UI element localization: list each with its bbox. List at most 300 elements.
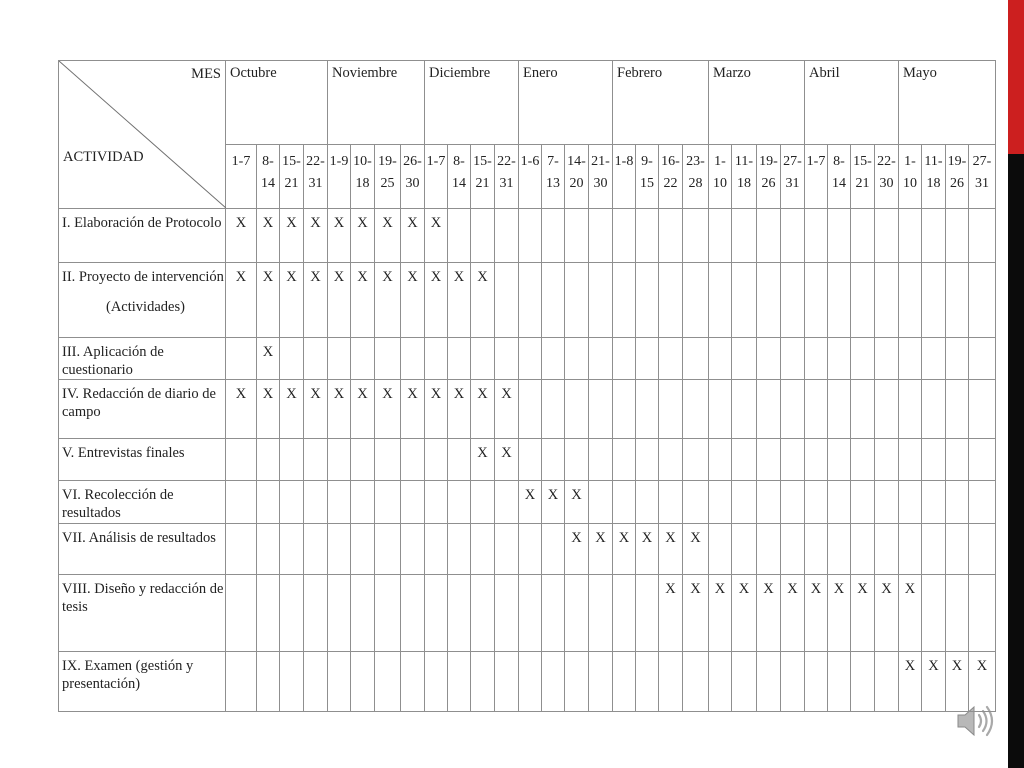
schedule-cell [613,263,636,338]
week-range-cell [828,144,851,208]
schedule-mark: X [659,574,683,651]
schedule-cell [659,263,683,338]
schedule-cell [375,481,401,523]
schedule-cell [401,338,425,380]
week-range-label: 1-7 [231,153,251,169]
schedule-cell [280,338,304,380]
schedule-cell [922,481,946,523]
schedule-cell [471,574,495,651]
schedule-cell [636,263,659,338]
schedule-cell [828,439,851,481]
schedule-cell [757,481,781,523]
activity-row [59,209,996,263]
week-range-cell [781,144,805,208]
schedule-cell [613,338,636,380]
schedule-cell [471,338,495,380]
schedule-cell [304,338,328,380]
week-range-cell [351,144,375,208]
schedule-cell [613,439,636,481]
schedule-cell [709,380,732,439]
schedule-cell [542,380,565,439]
week-range-cell [946,144,969,208]
activity-label: III. Aplicación de cuestionario [62,344,164,379]
schedule-cell [636,439,659,481]
schedule-cell [328,481,351,523]
week-range-cell [328,144,351,208]
week-range-cell [922,144,946,208]
schedule-cell [425,651,448,711]
schedule-cell [589,338,613,380]
schedule-cell [448,574,471,651]
schedule-mark: X [969,651,996,711]
schedule-cell [851,209,875,263]
schedule-cell [899,439,922,481]
schedule-cell [899,338,922,380]
schedule-cell [659,380,683,439]
schedule-mark: X [375,209,401,263]
schedule-cell [781,481,805,523]
schedule-cell [565,651,589,711]
schedule-mark: X [226,209,257,263]
week-range-label: 14-20 [567,153,586,191]
schedule-cell [851,380,875,439]
schedule-cell [899,523,922,574]
schedule-cell [683,380,709,439]
schedule-cell [257,523,280,574]
month-header-diciembre: Diciembre [425,61,519,145]
schedule-cell [805,651,828,711]
schedule-cell [375,439,401,481]
schedule-mark: X [328,263,351,338]
schedule-cell [542,263,565,338]
schedule-cell [519,439,542,481]
schedule-mark: X [304,209,328,263]
schedule-mark: X [280,380,304,439]
week-range-label: 1-7 [806,153,826,169]
schedule-cell [969,523,996,574]
schedule-cell [851,439,875,481]
week-range-cell [899,144,922,208]
activity-label: IV. Redacción de diario de campo [62,386,216,421]
schedule-cell [495,263,519,338]
week-range-cell [542,144,565,208]
week-range-label: 1-6 [520,153,540,169]
schedule-cell [519,380,542,439]
schedule-cell [659,481,683,523]
schedule-mark: X [899,574,922,651]
schedule-cell [946,263,969,338]
schedule-cell [922,439,946,481]
schedule-cell [709,439,732,481]
schedule-cell [226,523,257,574]
week-range-label: 19-26 [947,153,967,191]
schedule-cell [495,338,519,380]
schedule-cell [495,651,519,711]
schedule-mark: X [375,263,401,338]
schedule-mark: X [732,574,757,651]
schedule-cell [257,481,280,523]
schedule-cell [805,481,828,523]
schedule-cell [425,574,448,651]
schedule-cell [565,209,589,263]
schedule-cell [709,651,732,711]
schedule-cell [851,263,875,338]
schedule-cell [732,263,757,338]
schedule-mark: X [542,481,565,523]
schedule-mark: X [471,439,495,481]
week-range-label: 9-15 [640,153,654,191]
month-header-row [59,61,996,145]
week-range-cell [589,144,613,208]
week-range-cell [565,144,589,208]
schedule-cell [922,523,946,574]
week-range-label: 1-9 [329,153,349,169]
schedule-cell [828,209,851,263]
activity-label: II. Proyecto de intervención [62,269,224,285]
activity-row [59,574,996,651]
schedule-cell [448,209,471,263]
schedule-cell [636,574,659,651]
schedule-cell [757,380,781,439]
week-range-cell [636,144,659,208]
week-range-cell [805,144,828,208]
week-range-label: 11-18 [924,153,943,191]
schedule-cell [375,338,401,380]
schedule-mark: X [946,651,969,711]
schedule-cell [226,651,257,711]
schedule-cell [709,523,732,574]
schedule-cell [805,380,828,439]
schedule-cell [757,651,781,711]
schedule-mark: X [328,209,351,263]
week-range-label: 27-31 [783,153,802,191]
schedule-cell [636,338,659,380]
activity-row [59,651,996,711]
week-range-label: 22-31 [497,153,516,191]
schedule-cell [828,523,851,574]
schedule-cell [636,481,659,523]
schedule-cell [969,263,996,338]
schedule-mark: X [280,263,304,338]
activity-label-cell [59,209,226,263]
schedule-cell [401,651,425,711]
schedule-mark: X [401,263,425,338]
activity-label-cell [59,523,226,574]
schedule-cell [565,574,589,651]
schedule-cell [851,523,875,574]
schedule-cell [781,263,805,338]
activity-row [59,523,996,574]
schedule-cell [401,481,425,523]
schedule-cell [375,523,401,574]
week-range-label: 15-21 [853,153,872,191]
schedule-cell [659,651,683,711]
week-range-label: 22-30 [877,153,896,191]
schedule-cell [448,338,471,380]
week-range-cell [401,144,425,208]
activity-label: I. Elaboración de Protocolo [62,215,222,231]
schedule-cell [851,338,875,380]
month-header-mayo: Mayo [899,61,996,145]
schedule-cell [875,209,899,263]
schedule-cell [683,651,709,711]
month-header-octubre: Octubre [226,61,328,145]
schedule-cell [683,481,709,523]
schedule-cell [542,651,565,711]
schedule-cell [969,481,996,523]
activity-row [59,439,996,481]
week-range-cell [709,144,732,208]
schedule-cell [828,481,851,523]
activity-label-cell [59,263,226,338]
week-range-label: 8-14 [832,153,846,191]
week-range-cell [495,144,519,208]
activity-row [59,263,996,338]
schedule-mark: X [351,209,375,263]
schedule-cell [875,338,899,380]
schedule-cell [946,209,969,263]
schedule-cell [328,439,351,481]
schedule-cell [565,439,589,481]
schedule-cell [542,209,565,263]
schedule-cell [969,574,996,651]
schedule-cell [589,481,613,523]
week-range-cell [471,144,495,208]
schedule-cell [401,574,425,651]
schedule-cell [226,439,257,481]
schedule-cell [425,338,448,380]
schedule-cell [659,338,683,380]
schedule-cell [946,380,969,439]
activity-label-cell [59,439,226,481]
schedule-cell [805,439,828,481]
schedule-mark: X [425,263,448,338]
week-range-label: 1-10 [713,153,727,191]
schedule-mark: X [683,574,709,651]
schedule-cell [351,338,375,380]
schedule-cell [448,481,471,523]
schedule-cell [875,263,899,338]
schedule-mark: X [709,574,732,651]
schedule-cell [732,439,757,481]
schedule-cell [401,523,425,574]
schedule-mark: X [636,523,659,574]
schedule-cell [257,651,280,711]
schedule-cell [280,523,304,574]
schedule-cell [280,481,304,523]
schedule-cell [613,651,636,711]
schedule-cell [565,380,589,439]
schedule-cell [304,523,328,574]
schedule-cell [280,651,304,711]
schedule-cell [448,523,471,574]
activity-label: VII. Análisis de resultados [62,529,216,546]
schedule-cell [875,523,899,574]
schedule-cell [781,209,805,263]
schedule-cell [495,481,519,523]
week-range-cell [519,144,542,208]
schedule-cell [613,574,636,651]
schedule-cell [922,338,946,380]
schedule-cell [828,263,851,338]
schedule-cell [732,338,757,380]
schedule-cell [304,439,328,481]
schedule-cell [683,439,709,481]
schedule-mark: X [922,651,946,711]
activity-label-cell [59,338,226,380]
schedule-mark: X [781,574,805,651]
schedule-mark: X [425,380,448,439]
schedule-cell [351,523,375,574]
schedule-cell [613,209,636,263]
schedule-cell [226,338,257,380]
week-range-cell [757,144,781,208]
schedule-cell [732,651,757,711]
week-range-label: 16-22 [661,153,680,191]
week-range-cell [425,144,448,208]
activity-label: IX. Examen (gestión y presentación) [62,657,194,692]
schedule-cell [683,209,709,263]
schedule-cell [351,439,375,481]
activity-row [59,338,996,380]
schedule-cell [519,338,542,380]
mes-label: MES [191,66,221,82]
activity-label: VI. Recolección de resultados [62,487,174,522]
schedule-cell [805,338,828,380]
schedule-cell [781,380,805,439]
schedule-mark: X [257,338,280,380]
schedule-cell [613,481,636,523]
schedule-mark: X [851,574,875,651]
schedule-cell [805,209,828,263]
week-range-cell [683,144,709,208]
schedule-cell [495,209,519,263]
schedule-cell [328,523,351,574]
schedule-cell [589,439,613,481]
schedule-cell [875,651,899,711]
schedule-cell [542,523,565,574]
schedule-mark: X [828,574,851,651]
schedule-mark: X [448,263,471,338]
schedule-cell [899,263,922,338]
schedule-mark: X [565,523,589,574]
schedule-cell [519,523,542,574]
schedule-cell [425,481,448,523]
schedule-cell [851,651,875,711]
corner-header-cell [59,61,226,209]
schedule-mark: X [257,209,280,263]
schedule-mark: X [257,380,280,439]
month-header-abril: Abril [805,61,899,145]
schedule-cell [613,380,636,439]
schedule-cell [709,209,732,263]
schedule-mark: X [659,523,683,574]
side-accent-red [1008,0,1024,154]
schedule-cell [375,651,401,711]
schedule-cell [226,574,257,651]
schedule-cell [636,380,659,439]
schedule-cell [519,209,542,263]
schedule-cell [636,651,659,711]
schedule-cell [328,574,351,651]
schedule-cell [709,263,732,338]
schedule-cell [589,263,613,338]
schedule-mark: X [589,523,613,574]
week-range-cell [257,144,280,208]
schedule-cell [709,481,732,523]
month-header-febrero: Febrero [613,61,709,145]
week-range-cell [280,144,304,208]
schedule-mark: X [565,481,589,523]
schedule-mark: X [757,574,781,651]
schedule-cell [828,380,851,439]
schedule-cell [495,523,519,574]
activity-label-cell [59,481,226,523]
schedule-mark: X [304,263,328,338]
schedule-mark: X [683,523,709,574]
week-range-cell [448,144,471,208]
schedule-mark: X [280,209,304,263]
week-range-cell [969,144,996,208]
schedule-cell [471,523,495,574]
schedule-mark: X [328,380,351,439]
week-range-label: 11-18 [734,153,754,191]
schedule-cell [946,574,969,651]
month-header-noviembre: Noviembre [328,61,425,145]
schedule-cell [304,574,328,651]
schedule-mark: X [401,209,425,263]
week-range-label: 22-31 [306,153,325,191]
schedule-cell [732,380,757,439]
schedule-cell [257,439,280,481]
schedule-mark: X [304,380,328,439]
schedule-cell [969,338,996,380]
schedule-cell [471,209,495,263]
schedule-cell [401,439,425,481]
schedule-cell [969,439,996,481]
schedule-cell [683,263,709,338]
activity-label: VIII. Diseño y redacción de tesis [62,580,224,615]
schedule-cell [659,439,683,481]
week-range-label: 15-21 [282,153,301,191]
schedule-cell [519,651,542,711]
schedule-mark: X [495,439,519,481]
schedule-cell [425,523,448,574]
week-range-cell [875,144,899,208]
schedule-mark: X [351,263,375,338]
week-range-cell [304,144,328,208]
week-range-cell [659,144,683,208]
schedule-cell [805,263,828,338]
schedule-mark: X [401,380,425,439]
activity-label: V. Entrevistas finales [62,445,185,462]
schedule-cell [757,338,781,380]
schedule-cell [828,338,851,380]
activity-sublabel: (Actividades) [106,299,185,316]
schedule-mark: X [495,380,519,439]
schedule-cell [589,574,613,651]
schedule-cell [589,209,613,263]
schedule-cell [875,380,899,439]
schedule-cell [899,209,922,263]
schedule-cell [875,481,899,523]
schedule-cell [805,523,828,574]
schedule-mark: X [613,523,636,574]
week-range-label: 1-7 [426,153,446,169]
schedule-cell [280,574,304,651]
schedule-cell [732,209,757,263]
month-header-marzo: Marzo [709,61,805,145]
